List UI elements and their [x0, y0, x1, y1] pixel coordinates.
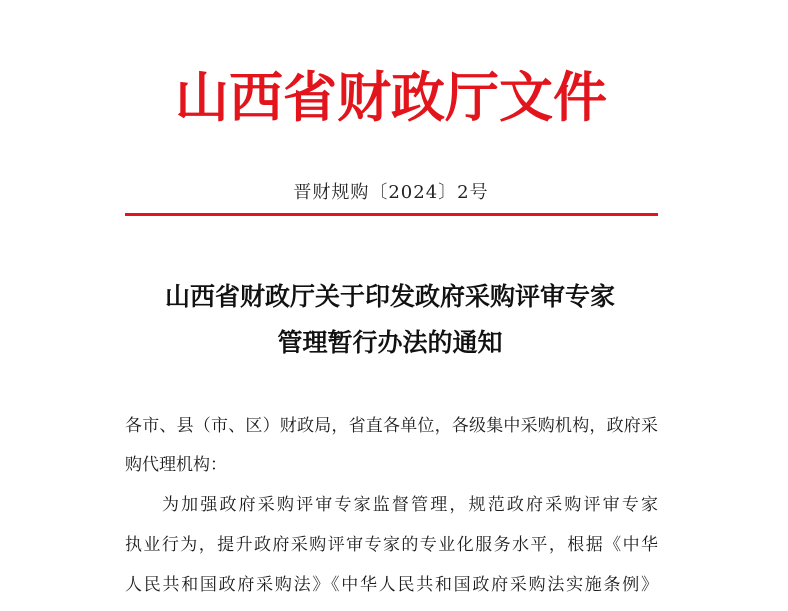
notice-title-line-2: 管理暂行办法的通知	[277, 328, 503, 357]
body-text-line: 执业行为，提升政府采购评审专家的专业化服务水平，根据《中华	[125, 535, 658, 555]
body-text-line: 购代理机构：	[125, 455, 227, 475]
body-text-line: 人民共和国政府采购法》《中华人民共和国政府采购法实施条例》	[125, 575, 658, 595]
header-divider	[125, 213, 658, 216]
document-number: 晋财规购〔2024〕2号	[293, 182, 489, 203]
notice-title-line-1: 山西省财政厅关于印发政府采购评审专家	[164, 282, 615, 311]
body-text-line: 为加强政府采购评审专家监督管理，规范政府采购评审专家	[162, 495, 658, 515]
document-header-title: 山西省财政厅文件	[175, 65, 607, 129]
body-text-line: 各市、县（市、区）财政局，省直各单位，各级集中采购机构，政府采	[125, 416, 658, 436]
